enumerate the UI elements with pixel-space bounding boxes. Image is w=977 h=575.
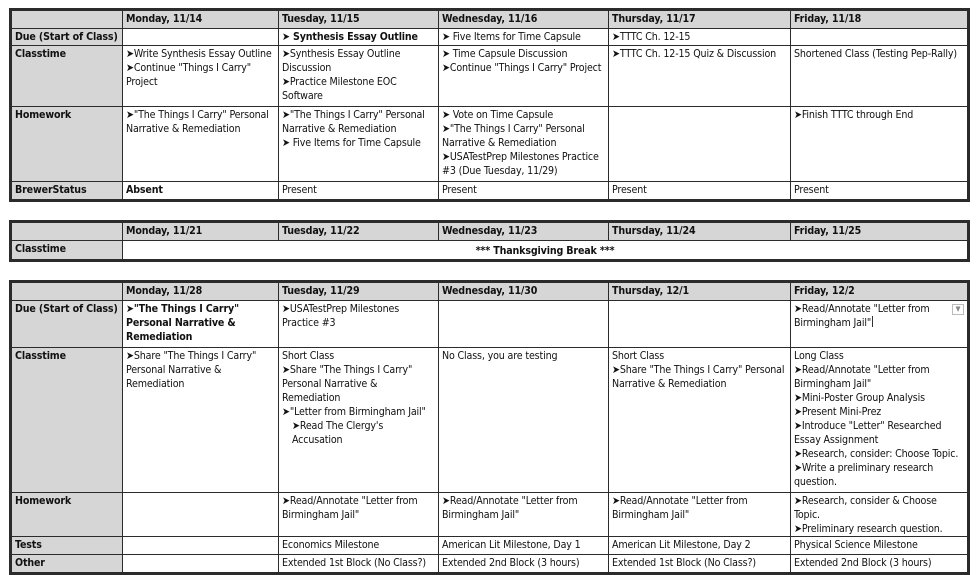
- cell[interactable]: [439, 348, 609, 493]
- cell[interactable]: [279, 46, 439, 107]
- cell-text: Extended 1st Block (No Class?): [612, 557, 756, 569]
- cell-text: ➤"The Things I Carry" Personal Narrative & Remediation: [442, 123, 585, 149]
- cell[interactable]: [123, 493, 279, 537]
- cell[interactable]: [791, 493, 968, 537]
- row-label: Classtime: [12, 241, 123, 260]
- cell-text: ➤Read The Clergy's Accusation: [292, 420, 384, 446]
- cell-text: ➤Finish TTTC through End: [794, 109, 914, 121]
- cell-text: ➤TTTC Ch. 12-15 Quiz & Discussion: [612, 48, 777, 60]
- day-header: Tuesday, 11/15: [279, 11, 439, 29]
- cell-text: ➤Preliminary research question.: [794, 523, 943, 535]
- cell-text: Short Class: [282, 350, 335, 362]
- day-header: Thursday, 11/17: [609, 11, 791, 29]
- cell-text: ➤Mini-Poster Group Analysis: [794, 392, 925, 404]
- cell[interactable]: [439, 555, 609, 573]
- cell[interactable]: [279, 301, 439, 348]
- cell[interactable]: [439, 537, 609, 555]
- row-label: Other: [12, 555, 123, 573]
- day-header: Friday, 11/25: [791, 223, 968, 241]
- cell-text: ➤Research, consider & Choose Topic.: [794, 495, 937, 521]
- cell-text: ➤Read/Annotate "Letter from Birmingham Jail": [612, 495, 748, 521]
- cell-text: ➤Write Synthesis Essay Outline: [126, 48, 272, 60]
- cell[interactable]: [439, 301, 609, 348]
- week3-homework-row: [12, 493, 968, 537]
- cell[interactable]: [791, 182, 968, 200]
- week2-header-row: [12, 223, 968, 241]
- cell[interactable]: [439, 29, 609, 46]
- day-header: Thursday, 12/1: [609, 283, 791, 301]
- row-label: Homework: [12, 107, 123, 182]
- cell-text: No Class, you are testing: [442, 350, 558, 362]
- week2-classtime-row: [12, 241, 968, 260]
- cell-text: ➤"The Things I Carry" Personal Narrative & Remediation: [126, 303, 239, 343]
- dropdown-arrow-icon[interactable]: ▼: [952, 304, 964, 315]
- cell-text: ➤Read/Annotate "Letter from Birmingham Jail": [794, 364, 930, 390]
- cell-text: ➤Continue "Things I Carry" Project: [126, 62, 251, 88]
- day-header: Friday, 11/18: [791, 11, 968, 29]
- cell-text: Physical Science Milestone: [794, 539, 918, 551]
- week1-homework-row: [12, 107, 968, 182]
- cell-text: ➤ Five Items for Time Capsule: [282, 137, 421, 149]
- cell-text: Long Class: [794, 350, 844, 362]
- cell-text: ➤Present Mini-Prez: [794, 406, 882, 418]
- row-label: Tests: [12, 537, 123, 555]
- cell[interactable]: [791, 348, 968, 493]
- cell-text: Economics Milestone: [282, 539, 380, 551]
- week3-tests-row: [12, 537, 968, 555]
- cell[interactable]: [123, 555, 279, 573]
- status-text: Present: [612, 184, 647, 196]
- cell-text: ➤Practice Milestone EOC Software: [282, 76, 397, 102]
- text-cursor: [872, 316, 873, 327]
- cell[interactable]: [123, 107, 279, 182]
- cell[interactable]: [609, 46, 791, 107]
- week1-header-row: [12, 11, 968, 29]
- thanksgiving-break-cell[interactable]: *** Thanksgiving Break ***: [123, 241, 968, 260]
- cell-text: Shortened Class (Testing Pep-Rally): [794, 48, 957, 60]
- cell[interactable]: [439, 493, 609, 537]
- cell[interactable]: [279, 537, 439, 555]
- cell[interactable]: [439, 182, 609, 200]
- cell[interactable]: [791, 537, 968, 555]
- cell-text: ➤Share "The Things I Carry" Personal Narrative & Remediation: [126, 350, 257, 390]
- cell[interactable]: [279, 555, 439, 573]
- cell-text: ➤Share "The Things I Carry" Personal Narrative & Remediation: [282, 364, 413, 404]
- cell[interactable]: [439, 46, 609, 107]
- cell-text: ➤ Vote on Time Capsule: [442, 109, 554, 121]
- cell-text: ➤Read/Annotate "Letter from Birmingham Jail": [282, 495, 418, 521]
- cell[interactable]: [123, 301, 279, 348]
- cell[interactable]: [609, 182, 791, 200]
- cell[interactable]: [791, 46, 968, 107]
- row-label: Due (Start of Class): [12, 301, 123, 348]
- status-text: Absent: [126, 184, 163, 196]
- cell-text: ➤Read/Annotate "Letter from Birmingham Jail": [442, 495, 578, 521]
- day-header: Monday, 11/14: [123, 11, 279, 29]
- cell-text: ➤Introduce "Letter" Researched Essay Assignment: [794, 420, 942, 446]
- cell[interactable]: [279, 182, 439, 200]
- cell[interactable]: [279, 348, 439, 493]
- cell-text: Extended 1st Block (No Class?): [282, 557, 426, 569]
- corner-cell: [12, 283, 123, 301]
- cell-text: ➤ Five Items for Time Capsule: [442, 31, 581, 43]
- row-label: Homework: [12, 493, 123, 537]
- active-cell[interactable]: [791, 301, 968, 348]
- cell[interactable]: [279, 493, 439, 537]
- day-header: Tuesday, 11/22: [279, 223, 439, 241]
- cell-text: ➤ Time Capsule Discussion: [442, 48, 568, 60]
- cell[interactable]: [123, 537, 279, 555]
- cell-text: Extended 2nd Block (3 hours): [794, 557, 932, 569]
- cell[interactable]: [123, 46, 279, 107]
- day-header: Thursday, 11/24: [609, 223, 791, 241]
- day-header: Tuesday, 11/29: [279, 283, 439, 301]
- cell-text: American Lit Milestone, Day 1: [442, 539, 581, 551]
- cell[interactable]: [123, 348, 279, 493]
- cell[interactable]: [791, 555, 968, 573]
- cell-text: ➤"The Things I Carry" Personal Narrative & Remediation: [126, 109, 269, 135]
- cell-text: ➤Read/Annotate "Letter from Birmingham Jail": [794, 303, 930, 329]
- cell[interactable]: [439, 107, 609, 182]
- cell-text: ➤Write a preliminary research question.: [794, 462, 934, 488]
- cell[interactable]: [791, 107, 968, 182]
- week3-header-row: [12, 283, 968, 301]
- week1-classtime-row: [12, 46, 968, 107]
- day-header: Friday, 12/2: [791, 283, 968, 301]
- status-text: Present: [442, 184, 477, 196]
- week1-due-row: [12, 29, 968, 46]
- week3-classtime-row: [12, 348, 968, 493]
- cell-text: ➤Continue "Things I Carry" Project: [442, 62, 602, 74]
- row-label: Classtime: [12, 348, 123, 493]
- cell-text: Short Class: [612, 350, 665, 362]
- week3-other-row: [12, 555, 968, 573]
- cell[interactable]: [609, 555, 791, 573]
- cell[interactable]: [609, 301, 791, 348]
- day-header: Wednesday, 11/16: [439, 11, 609, 29]
- cell[interactable]: [123, 29, 279, 46]
- cell-text: ➤ Synthesis Essay Outline: [282, 31, 418, 43]
- week1-status-row: [12, 182, 968, 200]
- row-label: Due (Start of Class): [12, 29, 123, 46]
- cell-text: ➤Research, consider: Choose Topic.: [794, 448, 959, 460]
- day-header: Monday, 11/21: [123, 223, 279, 241]
- week3-table: [9, 280, 970, 575]
- corner-cell: [12, 11, 123, 29]
- cell[interactable]: [123, 182, 279, 200]
- cell[interactable]: [609, 537, 791, 555]
- status-text: Present: [282, 184, 317, 196]
- day-header: Monday, 11/28: [123, 283, 279, 301]
- week1-table: [9, 8, 970, 202]
- cell-text: ➤USATestPrep Milestones Practice #3: [282, 303, 400, 329]
- corner-cell: [12, 223, 123, 241]
- day-header: Wednesday, 11/30: [439, 283, 609, 301]
- cell[interactable]: [791, 29, 968, 46]
- cell-text: ➤"The Things I Carry" Personal Narrative & Remediation: [282, 109, 425, 135]
- cell[interactable]: [279, 107, 439, 182]
- cell-text: ➤Share "The Things I Carry" Personal Narrative & Remediation: [612, 364, 785, 390]
- cell[interactable]: [279, 29, 439, 46]
- day-header: Wednesday, 11/23: [439, 223, 609, 241]
- cell-text: ➤TTTC Ch. 12-15: [612, 31, 691, 43]
- cell[interactable]: [609, 107, 791, 182]
- row-label: Classtime: [12, 46, 123, 107]
- cell-text: ➤Synthesis Essay Outline Discussion: [282, 48, 401, 74]
- cell-text: ➤USATestPrep Milestones Practice #3 (Due Tuesday, 11/29): [442, 151, 599, 177]
- week3-due-row: [12, 301, 968, 348]
- cell-text: ➤"Letter from Birmingham Jail": [282, 406, 426, 418]
- week2-table: [9, 220, 970, 262]
- status-text: Present: [794, 184, 829, 196]
- cell-text: American Lit Milestone, Day 2: [612, 539, 751, 551]
- row-label: BrewerStatus: [12, 182, 123, 200]
- cell[interactable]: [609, 348, 791, 493]
- cell-text: Extended 2nd Block (3 hours): [442, 557, 580, 569]
- cell[interactable]: [609, 493, 791, 537]
- cell[interactable]: [609, 29, 791, 46]
